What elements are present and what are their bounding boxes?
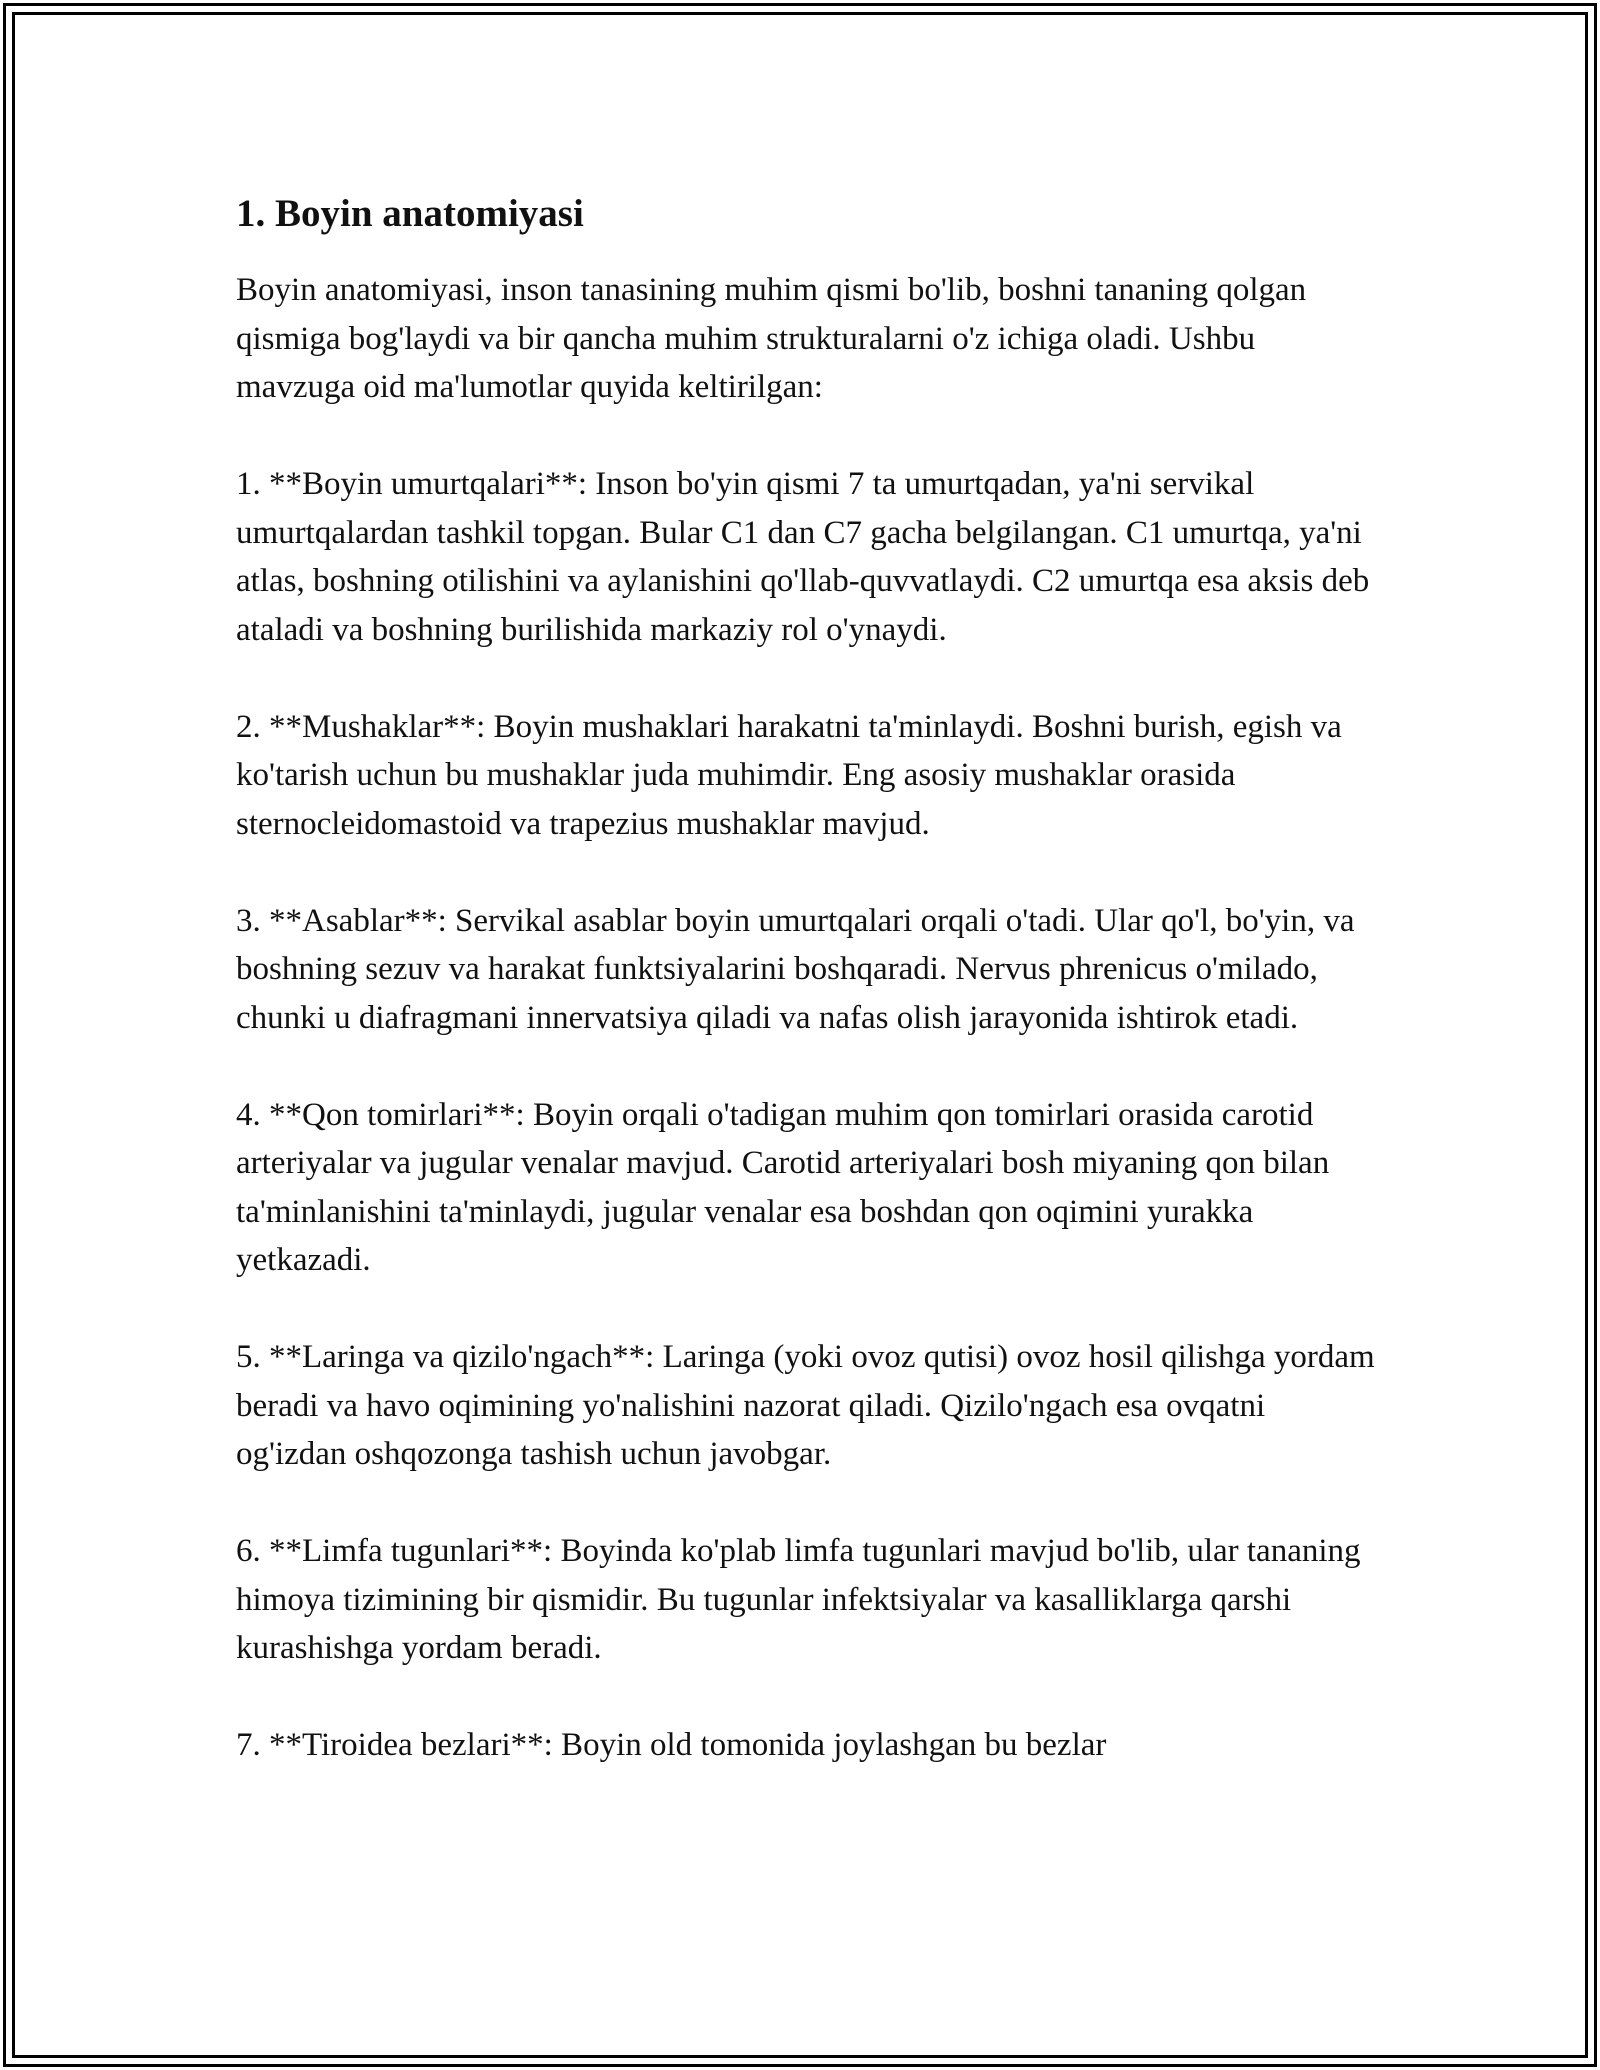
intro-paragraph: Boyin anatomiyasi, inson tanasining muhim qismi bo'lib, boshni tananing qolgan qismiga bog'laydi va bir qancha muhim strukturalarni o'z ichiga oladi. Ushbu mavzuga oid ma'lumotlar quyida keltirilgan:	[236, 272, 1307, 405]
paragraph-qon-tomirlari: 4. **Qon tomirlari**: Boyin orqali o'tadigan muhim qon tomirlari orasida carotid arteriyalar va jugular venalar mavjud. Carotid arteriyalari bosh miyaning qon bilan ta'minlanishini ta'minlaydi, jugular venalar esa boshdan qon oqimini yurakka yetkazadi.	[236, 1096, 1330, 1278]
document-title: 1. Boyin anatomiyasi	[236, 192, 584, 235]
paragraph-asablar: 3. **Asablar**: Servikal asablar boyin umurtqalari orqali o'tadi. Ular qo'l, bo'yin, va boshning sezuv va harakat funktsiyalarini boshqaradi. Nervus phrenicus o'milado, chunki u diafragmani innervatsiya qiladi va nafas olish jarayonida ishtirok etadi.	[236, 902, 1355, 1036]
paragraph-limfa: 6. **Limfa tugunlari**: Boyinda ko'plab limfa tugunlari mavjud bo'lib, ular tananing himoya tizimining bir qismidir. Bu tugunlar infektsiyalar va kasalliklarga qarshi kurashishga yordam beradi.	[236, 1533, 1361, 1666]
paragraph-laringa: 5. **Laringa va qizilo'ngach**: Laringa (yoki ovoz qutisi) ovoz hosil qilishga yordam beradi va havo oqimining yo'nalishini nazorat qiladi. Qizilo'ngach esa ovqatni og'izdan oshqozonga tashish uchun javobgar.	[236, 1339, 1375, 1472]
paragraph-mushaklar: 2. **Mushaklar**: Boyin mushaklari harakatni ta'minlaydi. Boshni burish, egish va ko'tarish uchun bu mushaklar juda muhimdir. Eng asosiy mushaklar orasida sternocleidomastoid va trapezius mushaklar mavjud.	[236, 708, 1342, 842]
document-body	[236, 188, 1376, 1770]
paragraph-umurtqalar: 1. **Boyin umurtqalari**: Inson bo'yin qismi 7 ta umurtqadan, ya'ni servikal umurtqalardan tashkil topgan. Bular C1 dan C7 gacha belgilangan. C1 umurtqa, ya'ni atlas, boshning otilishini va aylanishini qo'llab-quvvatlaydi. C2 umurtqa esa aksis deb ataladi va boshning burilishida markaziy rol o'ynaydi.	[236, 466, 1370, 648]
paragraph-tiroidea: 7. **Tiroidea bezlari**: Boyin old tomonida joylashgan bu bezlar	[236, 1727, 1107, 1763]
